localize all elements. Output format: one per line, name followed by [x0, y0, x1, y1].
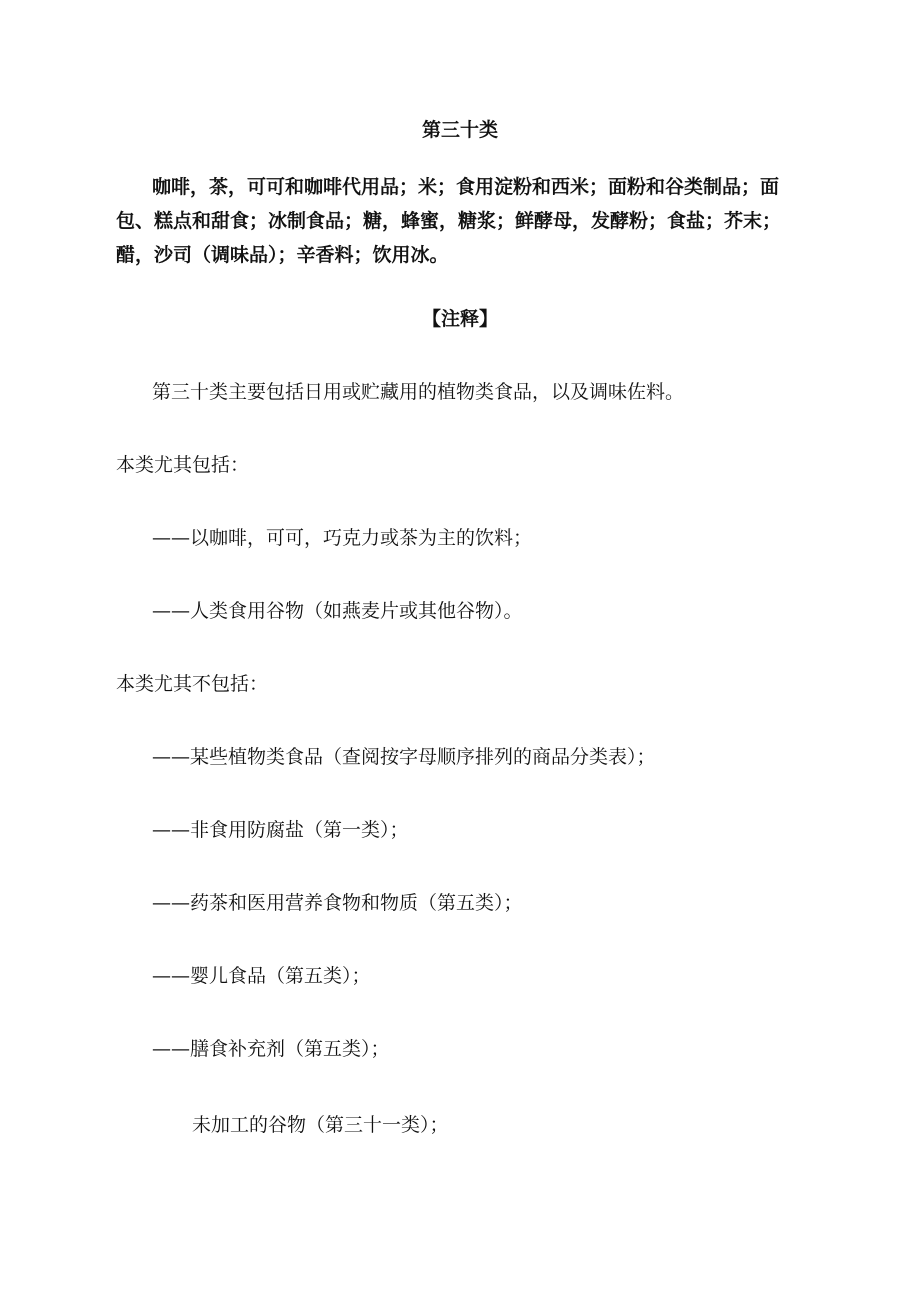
list-item: ——非食用防腐盐（第一类）；: [152, 819, 409, 841]
list-item: ——膳食补充剂（第五类）；: [152, 1038, 390, 1060]
class-items-line-3: 醋，沙司（调味品）；辛香料；饮用冰。: [116, 244, 449, 266]
note-heading: 【注释】: [421, 308, 498, 330]
list-item: ——药茶和医用营养食物和物质（第五类）；: [152, 892, 523, 914]
class-items-line-2: 包、糕点和甜食；冰制食品；糖，蜂蜜，糖浆；鲜酵母，发酵粉；食盐；芥末；: [116, 210, 782, 232]
list-item: ——以咖啡，可可，巧克力或茶为主的饮料；: [152, 527, 533, 549]
list-item: ——婴儿食品（第五类）；: [152, 965, 371, 987]
page-title: 第三十类: [421, 119, 498, 141]
list-item: 未加工的谷物（第三十一类）；: [192, 1114, 449, 1136]
intro-paragraph: 第三十类主要包括日用或贮藏用的植物类食品，以及调味佐料。: [152, 381, 685, 403]
list-item: ——某些植物类食品（查阅按字母顺序排列的商品分类表）；: [152, 746, 656, 768]
class-items-line-1: 咖啡，茶，可可和咖啡代用品；米；食用淀粉和西米；面粉和谷类制品；面: [152, 176, 780, 198]
includes-label: 本类尤其包括：: [116, 454, 250, 476]
list-item: ——人类食用谷物（如燕麦片或其他谷物）。: [152, 600, 523, 622]
excludes-label: 本类尤其不包括：: [116, 673, 269, 695]
